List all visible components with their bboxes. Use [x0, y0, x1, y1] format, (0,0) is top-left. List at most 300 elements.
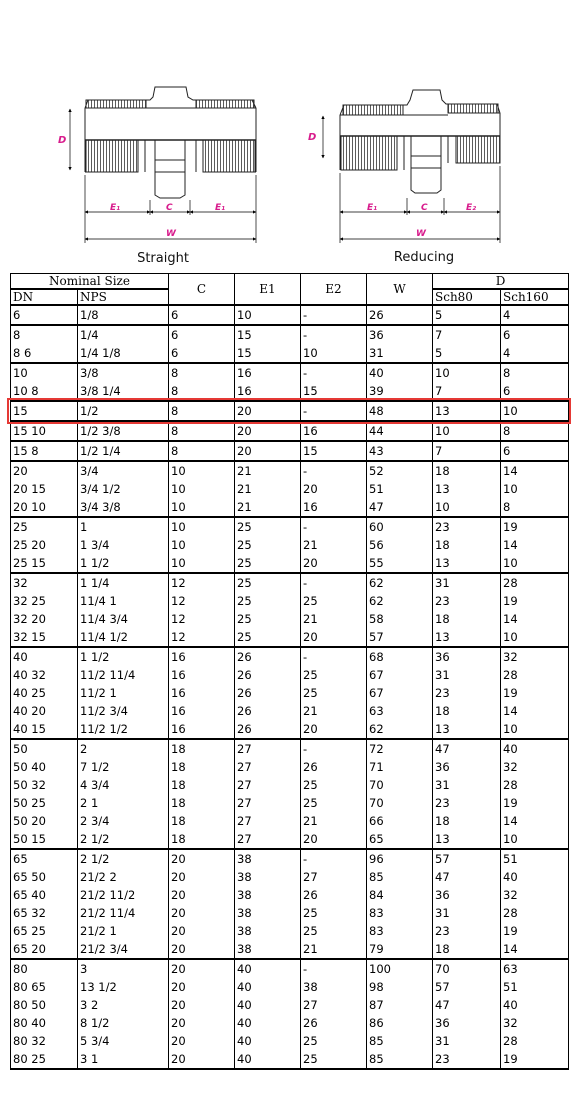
table-cell: 40 — [11, 647, 78, 666]
table-cell: 12 — [169, 610, 235, 628]
table-cell: 18 — [169, 830, 235, 849]
table-cell: 51 — [501, 849, 569, 868]
table-cell: 10 — [501, 401, 569, 421]
table-cell: 21 — [301, 812, 367, 830]
table-cell: 5 — [433, 305, 501, 325]
table-cell: 60 — [367, 517, 433, 536]
table-cell: 21 — [235, 498, 301, 517]
table-cell: - — [301, 573, 367, 592]
table-cell: 3 1 — [78, 1050, 169, 1069]
table-cell: 57 — [433, 978, 501, 996]
table-cell: 18 — [433, 812, 501, 830]
table-cell: 16 — [301, 498, 367, 517]
table-cell: 32 — [501, 886, 569, 904]
table-cell: 25 — [301, 794, 367, 812]
table-row — [11, 940, 569, 959]
table-cell: 25 — [235, 573, 301, 592]
table-cell: 21/2 2 — [78, 868, 169, 886]
table-cell: 25 — [235, 628, 301, 647]
row-group — [11, 401, 569, 421]
table-row — [11, 344, 569, 363]
table-cell: 2 1/2 — [78, 849, 169, 868]
table-cell: 18 — [169, 758, 235, 776]
table-cell: 15 — [301, 382, 367, 401]
table-cell: 8 — [501, 363, 569, 382]
table-cell: - — [301, 305, 367, 325]
table-cell: 15 — [235, 325, 301, 344]
table-cell: 72 — [367, 739, 433, 758]
table-cell: 20 — [301, 628, 367, 647]
table-cell: 50 32 — [11, 776, 78, 794]
table-cell: 40 32 — [11, 666, 78, 684]
table-cell: 31 — [433, 904, 501, 922]
table-row — [11, 592, 569, 610]
table-cell: 15 — [11, 401, 78, 421]
table-cell: 43 — [367, 441, 433, 461]
table-cell: 65 40 — [11, 886, 78, 904]
table-cell: 20 — [169, 904, 235, 922]
table-cell: 20 — [301, 480, 367, 498]
table-row — [11, 666, 569, 684]
table-cell: 21 — [235, 480, 301, 498]
table-cell: 57 — [367, 628, 433, 647]
table-cell: 21 — [301, 940, 367, 959]
table-cell: 8 — [169, 382, 235, 401]
table-cell: 1/2 1/4 — [78, 441, 169, 461]
table-cell: 80 25 — [11, 1050, 78, 1069]
table-cell: 8 1/2 — [78, 1014, 169, 1032]
table-cell: 38 — [235, 868, 301, 886]
table-cell: 32 — [501, 647, 569, 666]
table-row — [11, 959, 569, 978]
table-cell: 25 — [301, 666, 367, 684]
table-cell: 20 — [169, 959, 235, 978]
straight-dim-d: D — [58, 135, 67, 146]
table-cell: 63 — [367, 702, 433, 720]
table-cell: 1/8 — [78, 305, 169, 325]
straight-caption: Straight — [137, 251, 189, 266]
table-cell: 40 — [235, 1032, 301, 1050]
table-cell: 52 — [367, 461, 433, 480]
row-group — [11, 363, 569, 401]
table-cell: 85 — [367, 868, 433, 886]
table-cell: 7 — [433, 325, 501, 344]
table-cell: 65 — [367, 830, 433, 849]
table-cell: 10 — [169, 536, 235, 554]
table-cell: 55 — [367, 554, 433, 573]
table-cell: 40 — [235, 978, 301, 996]
table-cell: 20 — [169, 868, 235, 886]
table-cell: 86 — [367, 1014, 433, 1032]
table-cell: 66 — [367, 812, 433, 830]
straight-dim-e1-left: E₁ — [110, 203, 121, 213]
table-cell: 62 — [367, 592, 433, 610]
row-group — [11, 959, 569, 1069]
table-cell: 26 — [235, 684, 301, 702]
table-cell: 3/8 1/4 — [78, 382, 169, 401]
table-cell: 20 — [301, 720, 367, 739]
table-cell: 25 20 — [11, 536, 78, 554]
table-cell: 21/2 1 — [78, 922, 169, 940]
table-cell: 27 — [235, 812, 301, 830]
table-cell: 21/2 11/2 — [78, 886, 169, 904]
table-cell: 16 — [169, 666, 235, 684]
table-row — [11, 573, 569, 592]
row-group — [11, 305, 569, 325]
table-cell: 26 — [235, 647, 301, 666]
table-cell: 70 — [367, 794, 433, 812]
table-cell: 65 20 — [11, 940, 78, 959]
table-cell: 14 — [501, 461, 569, 480]
table-row — [11, 720, 569, 739]
table-cell: 15 8 — [11, 441, 78, 461]
table-cell: 20 — [169, 1014, 235, 1032]
table-cell: 19 — [501, 517, 569, 536]
table-cell: - — [301, 461, 367, 480]
table-cell: 10 — [433, 498, 501, 517]
table-cell: 23 — [433, 1050, 501, 1069]
table-cell: 14 — [501, 536, 569, 554]
table-row — [11, 421, 569, 441]
table-cell: 10 — [501, 720, 569, 739]
table-cell: 26 — [367, 305, 433, 325]
table-cell: 18 — [169, 812, 235, 830]
table-cell: 26 — [301, 758, 367, 776]
table-cell: 57 — [433, 849, 501, 868]
table-cell: 27 — [301, 868, 367, 886]
table-row — [11, 480, 569, 498]
table-cell: 67 — [367, 684, 433, 702]
table-cell: 32 — [501, 758, 569, 776]
table-row — [11, 758, 569, 776]
table-cell: 40 25 — [11, 684, 78, 702]
table-cell: 25 — [301, 1050, 367, 1069]
table-cell: - — [301, 959, 367, 978]
table-cell: 14 — [501, 812, 569, 830]
table-cell: 47 — [433, 739, 501, 758]
table-cell: 14 — [501, 702, 569, 720]
table-cell: 16 — [169, 720, 235, 739]
table-cell: 8 — [169, 363, 235, 382]
table-cell: 3/4 1/2 — [78, 480, 169, 498]
reducing-dim-e2: E₂ — [466, 203, 477, 213]
table-cell: 26 — [301, 1014, 367, 1032]
table-row — [11, 904, 569, 922]
table-cell: 25 — [235, 592, 301, 610]
table-cell: 6 — [11, 305, 78, 325]
table-cell: 16 — [235, 382, 301, 401]
table-cell: 19 — [501, 1050, 569, 1069]
table-cell: 100 — [367, 959, 433, 978]
table-cell: 6 — [169, 344, 235, 363]
table-cell: 31 — [433, 573, 501, 592]
table-cell: 32 25 — [11, 592, 78, 610]
table-cell: 21 — [235, 461, 301, 480]
table-cell: 28 — [501, 666, 569, 684]
table-cell: 20 — [169, 978, 235, 996]
reducing-caption: Reducing — [393, 250, 455, 265]
table-cell: 12 — [169, 573, 235, 592]
table-cell: 19 — [501, 922, 569, 940]
table-cell: 10 — [501, 628, 569, 647]
table-row — [11, 868, 569, 886]
reducing-fitting-drawing — [340, 90, 500, 193]
table-cell: 70 — [367, 776, 433, 794]
dimension-table — [10, 273, 569, 1070]
table-cell: 20 — [169, 996, 235, 1014]
table-cell: 6 — [169, 305, 235, 325]
table-cell: 3/4 3/8 — [78, 498, 169, 517]
table-cell: 27 — [235, 758, 301, 776]
table-cell: 85 — [367, 1050, 433, 1069]
header-w: W — [367, 274, 433, 306]
table-cell: 20 10 — [11, 498, 78, 517]
table-cell: 68 — [367, 647, 433, 666]
table-row — [11, 401, 569, 421]
table-cell: 25 — [301, 1032, 367, 1050]
dimension-table-container — [10, 273, 568, 1070]
table-cell: 15 — [301, 441, 367, 461]
table-cell: - — [301, 363, 367, 382]
header-d: D — [433, 274, 569, 290]
table-cell: 31 — [367, 344, 433, 363]
table-cell: - — [301, 849, 367, 868]
table-cell: 2 3/4 — [78, 812, 169, 830]
table-cell: 80 — [11, 959, 78, 978]
row-group — [11, 421, 569, 441]
table-cell: 2 1 — [78, 794, 169, 812]
table-cell: 10 — [169, 517, 235, 536]
table-cell: 48 — [367, 401, 433, 421]
table-cell: 50 15 — [11, 830, 78, 849]
table-cell: - — [301, 517, 367, 536]
table-cell: 6 — [501, 382, 569, 401]
table-cell: 27 — [235, 794, 301, 812]
table-cell: 18 — [433, 461, 501, 480]
table-cell: 19 — [501, 592, 569, 610]
table-cell: 26 — [235, 666, 301, 684]
table-row — [11, 978, 569, 996]
table-cell: 21 — [301, 610, 367, 628]
table-cell: 11/4 1/2 — [78, 628, 169, 647]
table-cell: 80 40 — [11, 1014, 78, 1032]
table-cell: 18 — [433, 610, 501, 628]
table-cell: 40 — [235, 996, 301, 1014]
table-cell: 38 — [235, 904, 301, 922]
table-cell: 39 — [367, 382, 433, 401]
table-cell: 40 — [235, 1014, 301, 1032]
table-cell: 8 — [169, 401, 235, 421]
table-cell: 31 — [433, 666, 501, 684]
table-cell: 1/2 — [78, 401, 169, 421]
table-cell: 32 20 — [11, 610, 78, 628]
table-cell: 10 — [433, 421, 501, 441]
table-cell: - — [301, 325, 367, 344]
table-cell: 79 — [367, 940, 433, 959]
table-cell: 3/4 — [78, 461, 169, 480]
table-row — [11, 498, 569, 517]
table-cell: 1 1/4 — [78, 573, 169, 592]
table-cell: 26 — [235, 720, 301, 739]
table-cell: 25 — [235, 536, 301, 554]
table-cell: 32 — [501, 1014, 569, 1032]
row-group — [11, 849, 569, 959]
table-row — [11, 794, 569, 812]
table-row — [11, 886, 569, 904]
table-cell: 5 3/4 — [78, 1032, 169, 1050]
table-row — [11, 382, 569, 401]
table-cell: 40 15 — [11, 720, 78, 739]
table-cell: 25 — [301, 922, 367, 940]
table-cell: - — [301, 647, 367, 666]
table-cell: 25 — [301, 904, 367, 922]
header-c: C — [169, 274, 235, 306]
table-cell: 10 — [169, 554, 235, 573]
table-cell: 50 — [11, 739, 78, 758]
table-cell: 20 — [169, 922, 235, 940]
table-cell: 20 — [169, 1050, 235, 1069]
table-cell: 16 — [235, 363, 301, 382]
table-cell: 23 — [433, 794, 501, 812]
table-cell: 50 20 — [11, 812, 78, 830]
table-cell: 10 — [11, 363, 78, 382]
table-cell: 4 — [501, 344, 569, 363]
table-cell: 12 — [169, 628, 235, 647]
table-cell: 1/4 1/8 — [78, 344, 169, 363]
table-row — [11, 1014, 569, 1032]
table-cell: 13 — [433, 720, 501, 739]
table-cell: 16 — [301, 421, 367, 441]
table-cell: 96 — [367, 849, 433, 868]
header-sch80: Sch80 — [433, 289, 501, 305]
table-cell: 4 — [501, 305, 569, 325]
table-cell: 11/4 1 — [78, 592, 169, 610]
table-cell: 16 — [169, 684, 235, 702]
fitting-diagram — [0, 0, 574, 270]
table-cell: 63 — [501, 959, 569, 978]
table-cell: 25 — [301, 776, 367, 794]
table-cell: 18 — [433, 536, 501, 554]
row-group — [11, 647, 569, 739]
table-cell: 65 50 — [11, 868, 78, 886]
table-cell: 27 — [235, 830, 301, 849]
table-row — [11, 849, 569, 868]
table-cell: 11/2 1/2 — [78, 720, 169, 739]
table-cell: 11/2 1 — [78, 684, 169, 702]
table-row — [11, 554, 569, 573]
table-cell: 65 25 — [11, 922, 78, 940]
table-cell: 8 — [501, 498, 569, 517]
table-cell: 20 — [169, 886, 235, 904]
table-cell: 18 — [433, 940, 501, 959]
table-row — [11, 830, 569, 849]
table-row — [11, 996, 569, 1014]
table-row — [11, 702, 569, 720]
table-cell: - — [301, 401, 367, 421]
table-row — [11, 684, 569, 702]
table-row — [11, 812, 569, 830]
table-cell: 12 — [169, 592, 235, 610]
table-cell: 1/2 3/8 — [78, 421, 169, 441]
table-cell: 10 — [501, 480, 569, 498]
table-cell: 7 — [433, 382, 501, 401]
table-cell: 98 — [367, 978, 433, 996]
table-cell: 6 — [501, 441, 569, 461]
table-cell: 8 6 — [11, 344, 78, 363]
table-cell: 83 — [367, 904, 433, 922]
table-cell: 25 — [301, 592, 367, 610]
table-cell: 50 40 — [11, 758, 78, 776]
table-cell: 16 — [169, 702, 235, 720]
table-row — [11, 922, 569, 940]
table-cell: 50 25 — [11, 794, 78, 812]
table-cell: 83 — [367, 922, 433, 940]
table-cell: 21 — [301, 702, 367, 720]
table-cell: 20 — [235, 401, 301, 421]
table-cell: 25 — [235, 610, 301, 628]
header-e2: E2 — [301, 274, 367, 306]
table-cell: 8 — [169, 421, 235, 441]
table-cell: 27 — [235, 739, 301, 758]
table-cell: 10 — [301, 344, 367, 363]
table-cell: 21 — [301, 536, 367, 554]
table-cell: 40 — [235, 1050, 301, 1069]
table-cell: 23 — [433, 592, 501, 610]
table-cell: 28 — [501, 904, 569, 922]
table-cell: 13 — [433, 628, 501, 647]
table-cell: 18 — [433, 702, 501, 720]
table-cell: 58 — [367, 610, 433, 628]
table-cell: 25 15 — [11, 554, 78, 573]
table-row — [11, 610, 569, 628]
table-cell: 20 15 — [11, 480, 78, 498]
table-cell: 18 — [169, 776, 235, 794]
table-cell: 25 — [11, 517, 78, 536]
table-cell: 1/4 — [78, 325, 169, 344]
table-cell: 11/4 3/4 — [78, 610, 169, 628]
table-cell: 20 — [301, 830, 367, 849]
table-cell: 38 — [235, 940, 301, 959]
table-cell: 18 — [169, 794, 235, 812]
table-cell: 40 — [501, 739, 569, 758]
table-cell: 65 — [11, 849, 78, 868]
table-row — [11, 1032, 569, 1050]
table-row — [11, 441, 569, 461]
table-cell: 13 — [433, 554, 501, 573]
table-row — [11, 1050, 569, 1069]
row-group — [11, 461, 569, 517]
table-cell: 19 — [501, 794, 569, 812]
table-cell: 10 — [169, 461, 235, 480]
table-cell: 38 — [235, 849, 301, 868]
table-cell: 7 1/2 — [78, 758, 169, 776]
reducing-dim-w: W — [416, 229, 426, 239]
table-row — [11, 363, 569, 382]
table-cell: 44 — [367, 421, 433, 441]
row-group — [11, 441, 569, 461]
table-cell: 38 — [235, 922, 301, 940]
table-cell: 26 — [235, 702, 301, 720]
table-cell: 8 — [11, 325, 78, 344]
table-cell: 23 — [433, 517, 501, 536]
table-cell: 20 — [235, 441, 301, 461]
table-cell: 80 50 — [11, 996, 78, 1014]
table-cell: 36 — [433, 886, 501, 904]
straight-dim-c: C — [166, 203, 173, 213]
straight-dimensions — [70, 109, 256, 243]
table-cell: 65 32 — [11, 904, 78, 922]
table-cell: 87 — [367, 996, 433, 1014]
